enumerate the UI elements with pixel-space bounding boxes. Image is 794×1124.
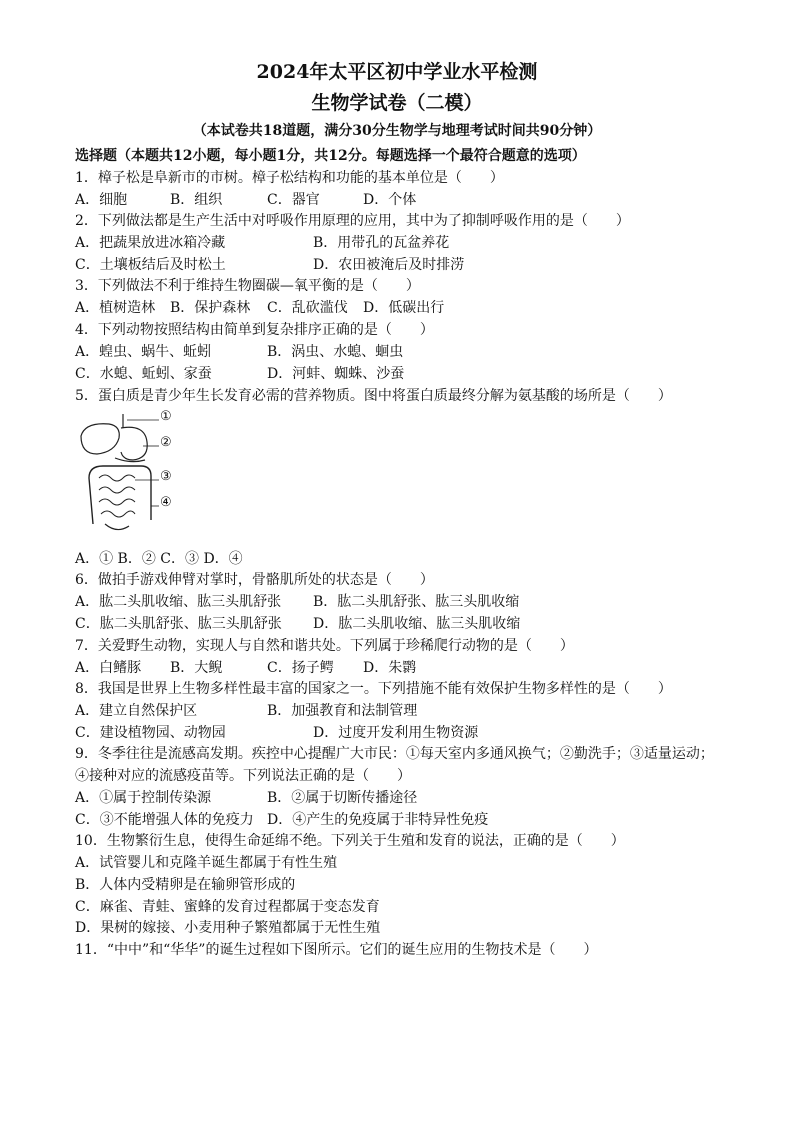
q6-option-b: B．肱二头肌舒张、肱三头肌收缩 [313, 594, 520, 610]
q9-option-b: B．②属于切断传播途径 [267, 790, 418, 806]
q10-option-d: D．果树的嫁接、小麦用种子繁殖都属于无性生殖 [75, 920, 381, 936]
q3-option-d: D．低碳出行 [363, 300, 445, 316]
q10-option-a: A．试管婴儿和克隆羊诞生都属于有性生殖 [75, 855, 338, 871]
q9-option-a: A．①属于控制传染源 [75, 790, 212, 806]
q8-stem: 8．我国是世界上生物多样性最丰富的国家之一。下列措施不能有效保护生物多样性的是（ ） [75, 681, 672, 697]
q9-option-c: C．③不能增强人体的免疫力 [75, 812, 254, 828]
q3-option-a: A．植树造林 [75, 300, 156, 316]
q10-option-c: C．麻雀、青蛙、蜜蜂的发育过程都属于变态发育 [75, 899, 380, 915]
q5-figure-label-1: ① [160, 409, 172, 424]
q5-options: A．① B．② C．③ D．④ [75, 551, 243, 567]
exam-title: 2024年太平区初中学业水平检测 [256, 61, 538, 83]
q6-option-d: D．肱二头肌收缩、肱三头肌收缩 [313, 616, 521, 632]
q9-stem-line2: ④接种对应的流感疫苗等。下列说法正确的是（ ） [75, 768, 411, 784]
q2-option-c: C．土壤板结后及时松土 [75, 257, 226, 273]
q1-option-a: A．细胞 [75, 192, 128, 208]
q10-stem: 10．生物繁衍生息，使得生命延绵不绝。下列关于生殖和发育的说法，正确的是（ ） [75, 833, 625, 849]
q2-stem: 2．下列做法都是生产生活中对呼吸作用原理的应用，其中为了抑制呼吸作用的是（ ） [75, 213, 630, 229]
q8-option-c: C．建设植物园、动物园 [75, 725, 226, 741]
q7-option-b: B．大鲵 [170, 660, 223, 676]
q4-option-a: A．蝗虫、蜗牛、蚯蚓 [75, 344, 212, 360]
q9-option-d: D．④产生的免疫属于非特异性免疫 [267, 812, 489, 828]
q1-option-b: B．组织 [170, 192, 223, 208]
q1-option-c: C．器官 [267, 192, 320, 208]
q6-option-a: A．肱二头肌收缩、肱三头肌舒张 [75, 594, 282, 610]
q2-option-a: A．把蔬果放进冰箱冷藏 [75, 235, 226, 251]
q8-option-a: A．建立自然保护区 [75, 703, 198, 719]
q8-option-b: B．加强教育和法制管理 [267, 703, 418, 719]
q4-stem: 4．下列动物按照结构由简单到复杂排序正确的是（ ） [75, 322, 434, 338]
q10-option-b: B．人体内受精卵是在输卵管形成的 [75, 877, 296, 893]
q9-stem-line1: 9．冬季往往是流感高发期。疾控中心提醒广大市民：①每天室内多通风换气；②勤洗手；③适量运动； [75, 746, 714, 762]
q3-option-b: B．保护森林 [170, 300, 251, 316]
q2-option-b: B．用带孔的瓦盆养花 [313, 235, 450, 251]
q2-option-d: D．农田被淹后及时排涝 [313, 257, 465, 273]
q5-figure-label-4: ④ [160, 495, 172, 510]
q6-stem: 6．做拍手游戏伸臂对掌时，骨骼肌所处的状态是（ ） [75, 572, 434, 588]
exam-subtitle: 生物学试卷（二模） [311, 92, 483, 114]
digestive-system-figure [75, 408, 195, 548]
q6-option-c: C．肱二头肌舒张、肱三头肌舒张 [75, 616, 282, 632]
q5-stem: 5．蛋白质是青少年生长发育必需的营养物质。图中将蛋白质最终分解为氨基酸的场所是（ ） [75, 388, 672, 404]
q7-option-a: A．白鳍豚 [75, 660, 142, 676]
q4-option-c: C．水螅、蚯蚓、家蚕 [75, 366, 212, 382]
q11-stem: 11．“中中”和“华华”的诞生过程如下图所示。它们的诞生应用的生物技术是（ ） [75, 942, 598, 958]
q7-option-c: C．扬子鳄 [267, 660, 334, 676]
q8-option-d: D．过度开发利用生物资源 [313, 725, 479, 741]
q7-option-d: D．朱鹮 [363, 660, 417, 676]
section-heading: 选择题（本题共12小题，每小题1分，共12分。每题选择一个最符合题意的选项） [75, 148, 586, 164]
q4-option-d: D．河蚌、蜘蛛、沙蚕 [267, 366, 405, 382]
q5-figure-label-2: ② [160, 435, 172, 450]
q1-stem: 1．樟子松是阜新市的市树。樟子松结构和功能的基本单位是（ ） [75, 170, 504, 186]
q7-stem: 7．关爱野生动物，实现人与自然和谐共处。下列属于珍稀爬行动物的是（ ） [75, 638, 574, 654]
q4-option-b: B．涡虫、水螅、蛔虫 [267, 344, 404, 360]
q5-figure-label-3: ③ [160, 469, 172, 484]
q3-option-c: C．乱砍滥伐 [267, 300, 348, 316]
q3-stem: 3．下列做法不利于维持生物圈碳—氧平衡的是（ ） [75, 278, 420, 294]
exam-note: （本试卷共18道题，满分30分生物学与地理考试时间共90分钟） [192, 123, 602, 139]
q1-option-d: D．个体 [363, 192, 417, 208]
